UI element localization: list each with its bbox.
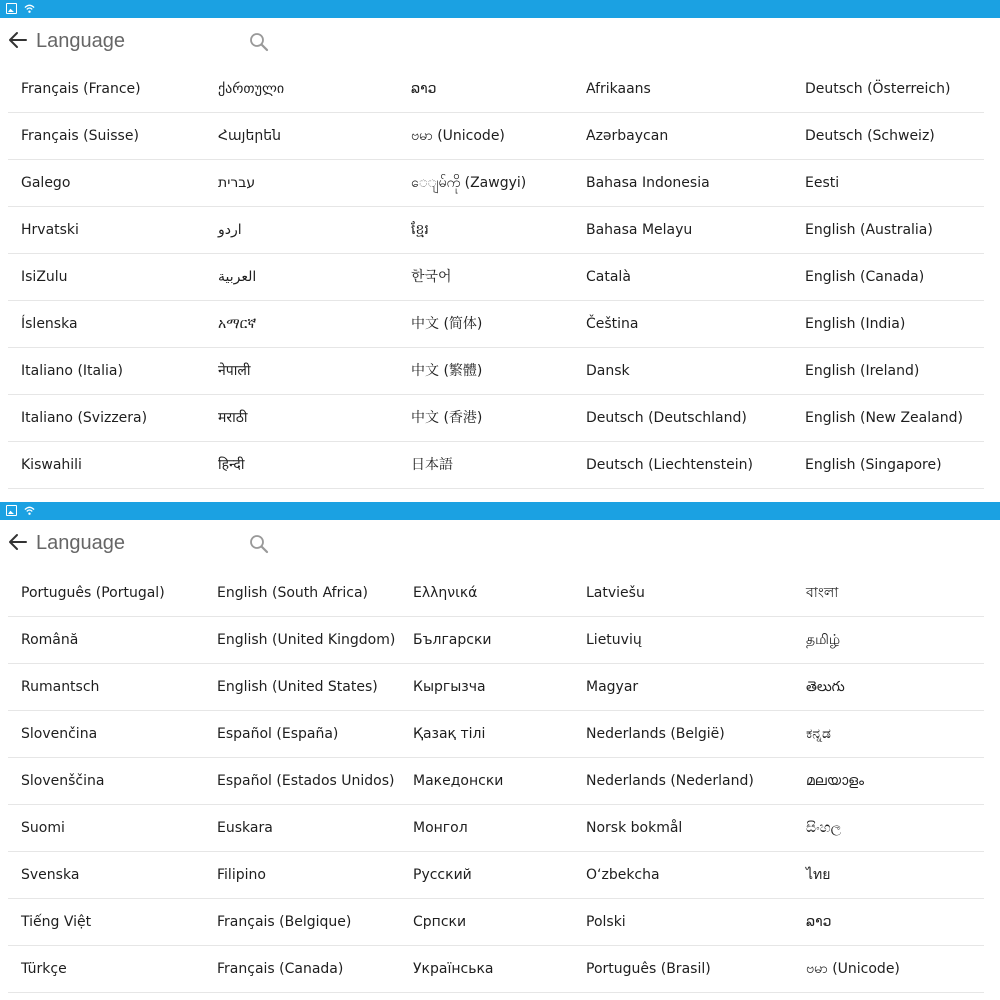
language-option[interactable]: සිංහල [806,820,842,836]
language-option[interactable]: Latviešu [586,585,645,601]
language-option[interactable]: ဗမာ (Unicode) [411,128,505,144]
language-option[interactable]: தமிழ் [806,632,841,648]
language-option[interactable]: Қазақ тілі [413,726,486,742]
list-row [0,946,1000,993]
language-option[interactable]: Tiếng Việt [21,914,92,930]
list-row [0,66,1000,113]
language-option[interactable]: 한국어 [411,269,452,285]
list-row [0,758,1000,805]
language-option[interactable]: ေျမ်ကို (Zawgyi) [411,175,527,191]
language-option[interactable]: Bahasa Indonesia [586,175,710,191]
list-row [0,617,1000,664]
search-icon[interactable] [248,31,270,53]
back-arrow-icon[interactable] [6,28,30,52]
list-row [0,442,1000,489]
language-option[interactable]: Français (Canada) [217,961,344,977]
language-option[interactable]: English (South Africa) [217,585,368,601]
language-option[interactable]: IsiZulu [21,269,68,285]
language-option[interactable]: తెలుగు [806,679,845,695]
language-option[interactable]: ಕನ್ನಡ [806,726,831,742]
language-option[interactable]: বাংলা [806,585,839,601]
language-option[interactable]: Deutsch (Österreich) [805,81,951,97]
language-option[interactable]: Кыргызча [413,679,486,695]
language-option[interactable]: Polski [586,914,626,930]
list-row [0,160,1000,207]
language-option[interactable]: Kiswahili [21,457,82,473]
language-option[interactable]: ລາວ [411,81,437,97]
language-option[interactable]: Euskara [217,820,273,836]
language-option[interactable]: Italiano (Italia) [21,363,123,379]
language-option[interactable]: Deutsch (Deutschland) [586,410,747,426]
language-option[interactable]: ဗမာ (Unicode) [806,961,900,977]
language-option[interactable]: Српски [413,914,467,930]
language-option[interactable]: Français (Belgique) [217,914,352,930]
language-option[interactable]: Română [21,632,79,648]
language-option[interactable]: English (New Zealand) [805,410,963,426]
wifi-icon [24,3,35,14]
language-option[interactable]: Filipino [217,867,266,883]
language-option[interactable]: اردو [218,222,242,238]
list-row [0,395,1000,442]
language-option[interactable]: English (United States) [217,679,378,695]
language-option[interactable]: Suomi [21,820,65,836]
language-grid [0,66,1000,489]
language-option[interactable]: العربية [218,269,257,285]
language-option[interactable]: Magyar [586,679,639,695]
language-option[interactable]: हिन्दी [218,457,245,473]
language-option[interactable]: Lietuvių [586,632,642,648]
search-icon[interactable] [248,533,270,555]
language-option[interactable]: Русский [413,867,472,883]
language-option[interactable]: മലയാളം [806,773,865,789]
language-option[interactable]: ລາວ [806,914,832,930]
app-header [0,18,1000,66]
language-option[interactable]: 日本語 [411,457,453,473]
language-option[interactable]: Slovenčina [21,726,98,742]
language-option[interactable]: Galego [21,175,71,191]
language-option[interactable]: Italiano (Svizzera) [21,410,148,426]
language-option[interactable]: עברית [218,175,256,191]
language-option[interactable]: Nederlands (Nederland) [586,773,754,789]
language-option[interactable]: Norsk bokmål [586,820,683,836]
language-option[interactable]: Монгол [413,820,468,836]
list-row [0,711,1000,758]
language-option[interactable]: Eesti [805,175,840,191]
language-option[interactable]: 中文 (简体) [411,316,483,332]
language-option[interactable]: Íslenska [21,316,78,332]
language-option[interactable]: Español (España) [217,726,339,742]
status-bar [0,0,1000,18]
list-row [0,113,1000,160]
language-option[interactable]: O‘zbekcha [586,867,660,883]
language-option[interactable]: English (Australia) [805,222,933,238]
language-option[interactable]: 中文 (香港) [411,410,483,426]
page-title: Language [36,532,125,554]
language-option[interactable]: Azərbaycan [586,128,669,144]
language-option[interactable]: Македонски [413,773,504,789]
wifi-icon [24,505,35,516]
language-option[interactable]: 中文 (繁體) [411,363,483,379]
language-screen-bottom [0,502,1000,1000]
language-option[interactable]: Français (Suisse) [21,128,139,144]
language-option[interactable]: नेपाली [218,363,251,379]
list-row [0,805,1000,852]
back-arrow-icon[interactable] [6,530,30,554]
language-option[interactable]: Türkçe [21,961,67,977]
list-row [0,664,1000,711]
language-option[interactable]: Slovenščina [21,773,105,789]
language-option[interactable]: Nederlands (België) [586,726,725,742]
language-option[interactable]: አማርኛ [218,316,257,332]
language-option[interactable]: Български [413,632,492,648]
list-row [0,852,1000,899]
language-option[interactable]: Čeština [586,316,639,332]
language-option[interactable]: ქართული [218,81,285,97]
language-option[interactable]: Afrikaans [586,81,651,97]
language-option[interactable]: मराठी [218,410,248,426]
language-option[interactable]: Dansk [586,363,630,379]
language-option[interactable]: Bahasa Melayu [586,222,693,238]
gallery-icon [6,3,17,14]
list-row [0,301,1000,348]
language-option[interactable]: Deutsch (Schweiz) [805,128,935,144]
language-option[interactable]: Deutsch (Liechtenstein) [586,457,754,473]
language-option[interactable]: English (India) [805,316,906,332]
language-option[interactable]: Català [586,269,631,285]
language-option[interactable]: English (Canada) [805,269,925,285]
list-row [0,570,1000,617]
language-option[interactable]: Hrvatski [21,222,79,238]
list-row [0,254,1000,301]
status-bar [0,502,1000,520]
language-option[interactable]: ខ្មែរ [411,222,429,238]
language-option[interactable]: Español (Estados Unidos) [217,773,395,789]
language-grid [0,570,1000,993]
list-row [0,348,1000,395]
list-row [0,899,1000,946]
language-option[interactable]: Français (France) [21,81,141,97]
list-row [0,207,1000,254]
language-option[interactable]: Ελληνικά [413,585,478,601]
language-option[interactable]: English (Ireland) [805,363,920,379]
language-option[interactable]: Українська [413,961,494,977]
language-option[interactable]: ไทย [806,867,831,883]
language-option[interactable]: Svenska [21,867,80,883]
language-option[interactable]: Português (Brasil) [586,961,711,977]
language-option[interactable]: Português (Portugal) [21,585,165,601]
gallery-icon [6,505,17,516]
language-option[interactable]: English (Singapore) [805,457,942,473]
app-header [0,520,1000,568]
page-title: Language [36,30,125,52]
language-option[interactable]: English (United Kingdom) [217,632,396,648]
language-option[interactable]: Rumantsch [21,679,100,695]
language-option[interactable]: Հայերեն [218,128,281,144]
